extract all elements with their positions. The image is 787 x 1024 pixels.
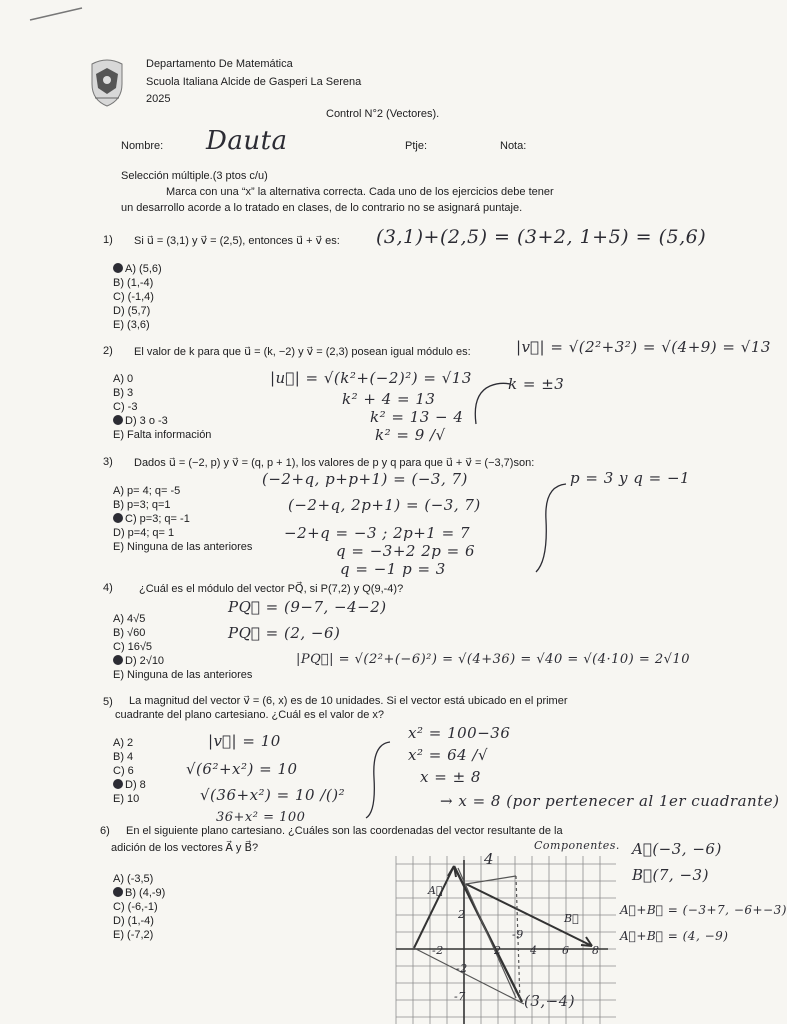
y-tick-label: -7 xyxy=(454,990,466,1003)
answer-mark-icon xyxy=(113,655,123,665)
option-c[interactable]: C) -3 xyxy=(113,401,138,413)
x-tick-label: -2 xyxy=(432,944,444,957)
department-name: Departamento De Matemática xyxy=(146,58,293,70)
option-e[interactable]: E) Ninguna de las anteriores xyxy=(113,541,253,553)
q3-work-line: q = −1 p = 3 xyxy=(340,560,446,578)
q5-work-line: √(36+x²) = 10 /()² xyxy=(200,786,346,804)
q2-options xyxy=(113,372,211,442)
x-tick-label: 2 xyxy=(494,944,502,957)
option-a[interactable]: A) 0 xyxy=(113,373,134,385)
vector-a-label: A⃗ xyxy=(428,884,444,897)
q2-work-line: k = ±3 xyxy=(508,375,565,393)
school-crest-logo xyxy=(86,58,128,108)
y-tick-label: -9 xyxy=(512,928,524,941)
question-3-text: Dados u⃗ = (−2, p) y v⃗ = (q, p + 1), los valores de p y q para que u⃗ + v⃗ = (−3,7)son: xyxy=(134,457,535,469)
option-b[interactable]: B) p=3; q=1 xyxy=(113,499,171,511)
answer-mark-icon xyxy=(113,887,123,897)
cartesian-plane xyxy=(396,856,616,1024)
option-d-marked: D) 8 xyxy=(113,778,146,792)
q4-work-line: PQ⃗ = (9−7, −4−2) xyxy=(228,598,387,616)
vector-b-label: B⃗ xyxy=(564,912,580,925)
q3-work-line: (−2+q, p+p+1) = (−3, 7) xyxy=(262,470,468,488)
x-tick-label: 6 xyxy=(562,944,570,957)
q3-work-line: p = 3 y q = −1 xyxy=(570,469,691,487)
school-name: Scuola Italiana Alcide de Gasperi La Serena xyxy=(146,76,362,88)
question-5-text: La magnitud del vector v⃗ = (6, x) es de 10 unidades. Si el vector está ubicado en el primer xyxy=(129,695,568,707)
bracket-stroke xyxy=(362,738,398,822)
q6-options xyxy=(113,872,165,942)
q5-work-line: √(6²+x²) = 10 xyxy=(186,760,298,778)
instructions-line: Marca con una “x” la alternativa correcta. Cada uno de los ejercicios debe tener xyxy=(166,186,554,198)
q6-work-line: A⃗+B⃗ = (4, −9) xyxy=(620,929,729,943)
q2-work-line: k² + 4 = 13 xyxy=(342,390,436,408)
q5-work-line: 36+x² = 100 xyxy=(216,810,306,825)
q2-work-line: |u⃗| = √(k²+(−2)²) = √13 xyxy=(270,369,472,387)
option-a-marked: A) (5,6) xyxy=(113,262,162,276)
option-d-marked: D) 2√10 xyxy=(113,654,252,668)
question-number: 5) xyxy=(103,696,113,708)
question-6-text: adición de los vectores A⃗ y B⃗? xyxy=(111,842,259,854)
option-b[interactable]: B) 4 xyxy=(113,751,134,763)
q6-work-line: Componentes. xyxy=(534,839,620,852)
question-1-text: Si u⃗ = (3,1) y v⃗ = (2,5), entonces u⃗ + v⃗ es: xyxy=(134,235,340,247)
nota-label: Nota: xyxy=(500,140,527,152)
option-c[interactable]: C) (-6,-1) xyxy=(113,901,158,913)
option-d[interactable]: D) (1,-4) xyxy=(113,915,154,927)
bracket-stroke xyxy=(530,480,574,576)
resultant-helper-line xyxy=(458,868,516,998)
option-b-marked: B) (4,-9) xyxy=(113,886,165,900)
y-tick-label: -2 xyxy=(456,962,468,975)
instructions-line: un desarrollo acorde a lo tratado en clases, de lo contrario no se asignará puntaje. xyxy=(121,202,523,214)
helper-line xyxy=(414,948,524,1004)
q1-handwritten-work: (3,1)+(2,5) = (3+2, 1+5) = (5,6) xyxy=(376,226,707,248)
x-tick-label: 8 xyxy=(592,944,600,957)
grid-lines xyxy=(396,856,616,1024)
q5-work-line: → x = 8 (por pertenecer al 1er cuadrante) xyxy=(440,792,780,810)
q6-work-line: A⃗+B⃗ = (−3+7, −6+−3) xyxy=(620,903,787,917)
q3-work-line: (−2+q, 2p+1) = (−3, 7) xyxy=(288,496,481,514)
question-4-text: ¿Cuál es el módulo del vector PQ⃗, si P(7,2) y Q(9,-4)? xyxy=(139,583,404,595)
q1-options xyxy=(113,262,162,332)
option-b[interactable]: B) 3 xyxy=(113,387,134,399)
option-e[interactable]: E) Ninguna de las anteriores xyxy=(113,669,253,681)
q3-work-line: q = −3+2 2p = 6 xyxy=(336,542,475,560)
q5-work-line: |v⃗| = 10 xyxy=(208,732,281,750)
q5-work-line: x = ± 8 xyxy=(420,768,481,786)
pen-stroke xyxy=(28,4,88,24)
q4-options xyxy=(113,612,252,682)
q6-work-line: A⃗(−3, −6) xyxy=(632,840,722,858)
option-b[interactable]: B) √60 xyxy=(113,627,146,639)
option-a[interactable]: A) 4√5 xyxy=(113,613,146,625)
y-tick-label: 2 xyxy=(458,908,466,921)
q3-options xyxy=(113,484,252,554)
option-d[interactable]: D) (5,7) xyxy=(113,305,151,317)
year: 2025 xyxy=(146,93,171,105)
option-e[interactable]: E) (3,6) xyxy=(113,319,150,331)
answer-mark-icon xyxy=(113,415,123,425)
q2-work-line: k² = 13 − 4 xyxy=(370,408,464,426)
arrow-stroke xyxy=(470,378,516,428)
question-number: 4) xyxy=(103,582,113,594)
option-e[interactable]: E) 10 xyxy=(113,793,140,805)
q2-work-line: k² = 9 /√ xyxy=(375,426,446,444)
option-e[interactable]: E) (-7,2) xyxy=(113,929,154,941)
x-tick-label: 4 xyxy=(530,944,538,957)
option-c-marked: C) p=3; q= -1 xyxy=(113,512,252,526)
q5-work-line: x² = 64 /√ xyxy=(408,746,489,764)
q4-work-line: |PQ⃗| = √(2²+(−6)²) = √(4+36) = √40 = √(4·10) = 2√10 xyxy=(296,652,691,667)
q2-work-line: |v⃗| = √(2²+3²) = √(4+9) = √13 xyxy=(516,338,771,356)
q5-work-line: x² = 100−36 xyxy=(408,724,511,742)
option-a[interactable]: A) (-3,5) xyxy=(113,873,154,885)
instructions-heading: Selección múltiple.(3 ptos c/u) xyxy=(121,170,268,182)
option-d[interactable]: D) p=4; q= 1 xyxy=(113,527,175,539)
question-6-text: En el siguiente plano cartesiano. ¿Cuáles son las coordenadas del vector resultante de la xyxy=(126,825,563,837)
q6-work-line: (3,−4) xyxy=(524,992,576,1010)
q4-work-line: PQ⃗ = (2, −6) xyxy=(228,624,341,642)
q5-options xyxy=(113,736,146,806)
answer-mark-icon xyxy=(113,779,123,789)
question-number: 3) xyxy=(103,456,113,468)
answer-mark-icon xyxy=(113,263,123,273)
option-a[interactable]: A) p= 4; q= -5 xyxy=(113,485,181,497)
option-d-marked: D) 3 o -3 xyxy=(113,414,211,428)
question-number: 1) xyxy=(103,234,113,246)
vector-a-arrow xyxy=(414,866,454,948)
option-e[interactable]: E) Falta información xyxy=(113,429,212,441)
q6-work-line: B⃗(7, −3) xyxy=(632,866,709,884)
student-name-handwritten: Dauta xyxy=(206,126,288,156)
option-c[interactable]: C) 6 xyxy=(113,765,134,777)
q3-work-line: −2+q = −3 ; 2p+1 = 7 xyxy=(284,524,470,542)
nombre-label: Nombre: xyxy=(121,140,164,152)
helper-top xyxy=(466,876,516,884)
y-tick-label: 4 xyxy=(484,850,495,868)
ptje-label: Ptje: xyxy=(405,140,428,152)
question-number: 6) xyxy=(100,825,110,837)
option-b[interactable]: B) (1,-4) xyxy=(113,277,154,289)
page-title: Control N°2 (Vectores). xyxy=(326,108,440,120)
option-c[interactable]: C) (-1,4) xyxy=(113,291,154,303)
question-2-text: El valor de k para que u⃗ = (k, −2) y v⃗ = (2,3) posean igual módulo es: xyxy=(134,346,471,358)
question-number: 2) xyxy=(103,345,113,357)
option-c[interactable]: C) 16√5 xyxy=(113,641,153,653)
answer-mark-icon xyxy=(113,513,123,523)
question-5-text: cuadrante del plano cartesiano. ¿Cuál es el valor de x? xyxy=(115,709,385,721)
option-a[interactable]: A) 2 xyxy=(113,737,134,749)
